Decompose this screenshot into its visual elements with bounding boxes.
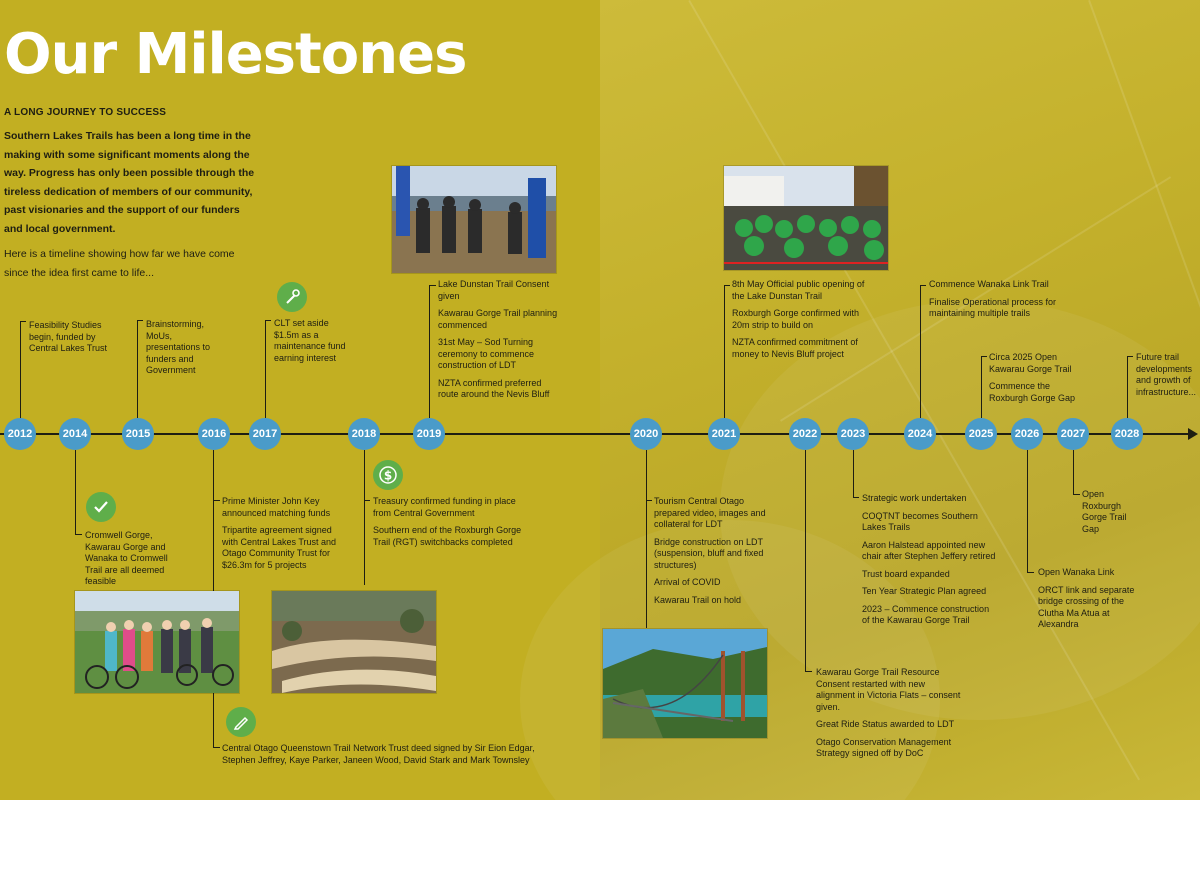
connector-2023 [853, 450, 854, 498]
connector-2021 [724, 285, 725, 418]
connector-2020 [646, 450, 647, 628]
milestone-2022: Kawarau Gorge Trail Resource Consent restarted with new alignment in Victoria Flats – consent given. Great Ride Status awarded to LDT Otago Conservation Management Strategy signed off by DoC [816, 667, 961, 758]
connector-2017 [265, 320, 266, 418]
dollar-icon [373, 460, 403, 490]
milestone-2018: Treasury confirmed funding in place from Central Government Southern end of the Roxburgh Gorge Trail (RGT) switchbacks completed [373, 496, 522, 547]
year-2027: 2027 [1057, 418, 1089, 450]
connector-2015 [137, 320, 138, 418]
opening-crowd-photo [723, 165, 889, 271]
year-2017: 2017 [249, 418, 281, 450]
connector-2018 [364, 450, 365, 585]
year-2020: 2020 [630, 418, 662, 450]
milestone-2020: Tourism Central Otago prepared video, images and collateral for LDT Bridge construction on LDT (suspension, bluff and fixed structures) Arrival of COVID Kawarau Trail on hold [654, 496, 766, 605]
connector-2028 [1127, 356, 1128, 418]
subheading: A LONG JOURNEY TO SUCCESS [4, 107, 167, 118]
milestone-2028: Future trail developments and growth of infrastructure... [1136, 352, 1197, 397]
check-icon [86, 492, 116, 522]
sod-turning-photo [391, 165, 557, 274]
milestone-2016: Prime Minister John Key announced matching funds Tripartite agreement signed with Central Lakes Trust and Otago Community Trust for $26.3m for 5 projects [222, 496, 337, 570]
year-2023: 2023 [837, 418, 869, 450]
year-2016: 2016 [198, 418, 230, 450]
year-2024: 2024 [904, 418, 936, 450]
year-2012: 2012 [4, 418, 36, 450]
connector-2012 [20, 321, 21, 419]
spade-icon [277, 282, 307, 312]
milestone-2012: Feasibility Studies begin, funded by Central Lakes Trust [29, 320, 108, 353]
milestone-2017: CLT set aside $1.5m as a maintenance fund earning interest [274, 318, 346, 363]
year-2019: 2019 [413, 418, 445, 450]
connector-2025 [981, 356, 982, 418]
year-2026: 2026 [1011, 418, 1043, 450]
connector-2024 [920, 285, 921, 418]
year-2015: 2015 [122, 418, 154, 450]
connector-2026 [1027, 450, 1028, 573]
cyclists-group-photo [74, 590, 240, 694]
connector-2022 [805, 450, 806, 672]
milestone-2016-trust: Central Otago Queenstown Trail Network Trust deed signed by Sir Eion Edgar, Stephen Jeffrey, Kaye Parker, Janeen Wood, David Stark and Mark Townsley [222, 743, 535, 765]
year-2028: 2028 [1111, 418, 1143, 450]
connector-2014 [75, 450, 76, 535]
milestone-2024: Commence Wanaka Link Trail Finalise Operational process for maintaining multiple trails [929, 279, 1057, 318]
intro-paragraph: Southern Lakes Trails has been a long time in the making with some significant moments along the way. Progress has only been possible through the tireless dedication of members of our community, past visionaries and the support of our funders and local government. [4, 130, 255, 235]
milestone-2025: Circa 2025 Open Kawarau Gorge Trail Commence the Roxburgh Gorge Gap [989, 352, 1076, 403]
milestone-2026: Open Wanaka Link ORCT link and separate bridge crossing of the Clutha Ma Atua at Alexandra [1038, 567, 1135, 629]
svg-text:$: $ [383, 468, 393, 483]
year-2014: 2014 [59, 418, 91, 450]
connector-2027 [1073, 450, 1074, 495]
connector-2019 [429, 285, 430, 418]
milestone-2021: 8th May Official public opening of the Lake Dunstan Trail Roxburgh Gorge confirmed with 20m strip to build on NZTA confirmed commitment of money to Nevis Bluff project [732, 279, 865, 359]
page-title: Our Milestones [4, 22, 467, 87]
milestone-2023: Strategic work undertaken COQTNT becomes Southern Lakes Trails Aaron Halstead appointed new chair after Stephen Jeffery retired Trust board expanded Ten Year Strategic Plan agreed 2023 – Commence construction of the Kawarau Gorge Trail [862, 493, 996, 625]
intro-paragraph-2: Here is a timeline showing how far we have come since the idea first came to life... [4, 248, 235, 279]
year-2022: 2022 [789, 418, 821, 450]
year-2018: 2018 [348, 418, 380, 450]
pen-icon [226, 707, 256, 737]
milestone-2015: Brainstorming, MoUs, presentations to funders and Government [146, 319, 211, 375]
milestone-2014: Cromwell Gorge, Kawarau Gorge and Wanaka to Cromwell Trail are all deemed feasible [85, 530, 168, 586]
milestone-2027: Open Roxburgh Gorge Trail Gap [1082, 489, 1127, 534]
year-2021: 2021 [708, 418, 740, 450]
timeline-arrow-icon [1188, 428, 1198, 440]
suspension-bridge-photo [602, 628, 768, 739]
year-2025: 2025 [965, 418, 997, 450]
milestone-2019: Lake Dunstan Trail Consent given Kawarau Gorge Trail planning commenced 31st May – Sod Turning ceremony to commence construction of LDT NZTA confirmed preferred route around the Nevis Bluff [438, 279, 558, 399]
switchbacks-photo [271, 590, 437, 694]
